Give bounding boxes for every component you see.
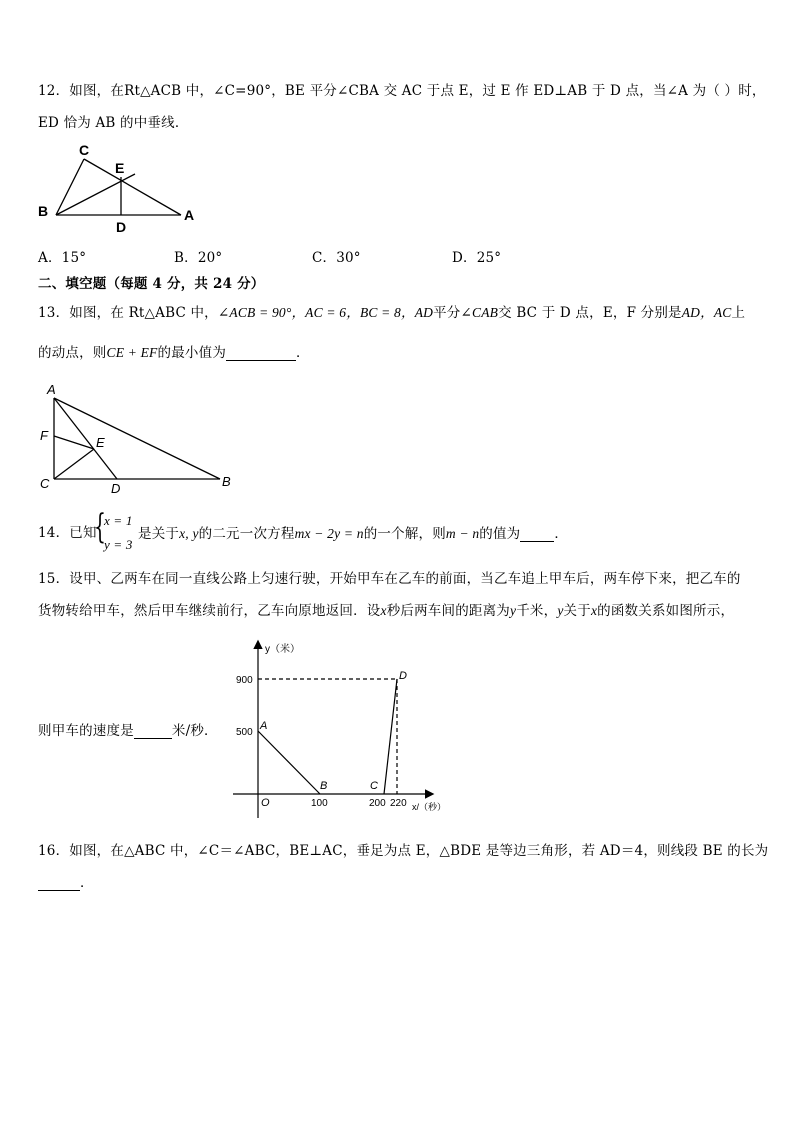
q12-label-a: A [184,207,195,223]
q13-answer-blank[interactable] [226,348,296,361]
q15-part-2c: 千米， [516,603,558,619]
q15-text-line1: 15．设甲、乙两车在同一直线公路上匀速行驶，开始甲车在乙车的前面，当乙车追上甲车后，两车停下来，把乙车的 [38,571,741,587]
q15-var-x: x [380,603,387,618]
q15-point-a: A [260,720,268,732]
q13-math-angle-acb: ∠ACB = 90°， [217,305,306,320]
q14-part-3: 的二元一次方程 [198,526,295,542]
q14-answer-blank[interactable] [520,529,554,542]
q14-math-equation: mx − 2y = n [294,526,364,541]
q13-part-7: ． [296,345,310,361]
q13-math-ad2: AD， [681,305,714,320]
q13-label-d: D [111,481,121,496]
q15-point-d: D [399,670,407,682]
q13-math-ce-ef: CE + EF [106,345,158,360]
q12-label-b: B [38,203,49,219]
q15-part-2e: 的函数关系如图所示， [597,603,735,619]
q12-option-a: A．15° [38,250,87,266]
q14-math-vars: x, y [179,526,199,541]
q13-math-angle-cab: ∠CAB [460,305,499,320]
q14-text-line [138,527,568,542]
q13-part-2: 平分 [433,305,461,321]
q13-label-c: C [40,476,50,491]
q13-figure [36,380,236,498]
q12-segment-ca [84,159,181,215]
q13-math-ad: AD [414,305,434,320]
q15-var-y: y [510,603,517,618]
q12-text-line2: ED 恰为 AB 的中垂线． [38,115,189,131]
q15-segment-cd [384,679,397,794]
q14-eq-x: x = 1 [104,513,133,528]
q12-segment-be [56,174,135,215]
q15-point-b: B [320,780,328,792]
q14-part-2: 是关于 [138,526,180,542]
q15-var-x2: x [590,603,598,618]
q12-segment-bc [56,159,84,215]
q13-label-b: B [222,474,231,489]
q15-segment-ab [258,731,320,794]
q12-option-c: C．30° [312,250,361,266]
q13-part-6: 的最小值为 [157,345,227,361]
q15-answer-blank[interactable] [134,726,172,739]
q13-segment-ce [54,449,94,479]
q15-text-line2 [38,604,734,619]
q12-option-b: B．20° [174,250,223,266]
q12-label-c: C [79,142,90,158]
q15-ytick-500: 500 [236,727,253,738]
q13-part-3: 交 BC 于 D 点，E，F 分别是 [498,305,682,321]
q14-part-1: 14．已知 [38,525,97,541]
q15-origin: O [261,797,270,809]
q12-label-d: D [116,219,127,235]
q15-part-2b: 秒后两车间的距离为 [386,603,511,619]
q12-option-d: D．25° [452,250,502,266]
q13-math-bc: BC = 8， [359,305,415,320]
q13-text-line2 [38,346,310,361]
q13-label-a: A [47,382,56,397]
q16-answer-blank[interactable] [38,878,80,891]
q13-math-ac2: AC [713,305,732,320]
q15-part-3b: 米/秒． [171,723,218,739]
q13-part-5: 的动点，则 [38,345,107,361]
q13-part-4: 上 [731,305,746,321]
q13-text-line1 [38,306,745,321]
q14-eq-y: y = 3 [104,537,133,552]
q15-xtick-220: 220 [390,798,407,809]
q13-math-ac: AC = 6， [305,305,360,320]
q15-ytick-900: 900 [236,675,253,686]
q13-part-1: 13．如图，在 Rt△ABC 中， [38,305,218,321]
q14-part-6: ． [554,526,569,542]
q15-xlabel: x/（秒） [412,802,447,812]
q12-label-e: E [115,160,125,176]
q16-end: ． [80,875,94,891]
q13-label-e: E [96,435,105,450]
q16-text-line1: 16．如图，在△ABC 中，∠C＝∠ABC，BE⊥AC，垂足为点 E，△BDE 是等边三角形，若 AD＝4，则线段 BE 的长为 [38,843,769,859]
section-heading: 二、填空题（每题 4 分，共 24 分） [38,276,265,292]
q12-figure [36,142,206,237]
q15-part-2a: 货物转给甲车，然后甲车继续前行，乙车向原地返回．设 [38,603,381,619]
q12-text-line1: 12．如图，在Rt△ACB 中，∠C=90°，BE 平分∠CBA 交 AC 于点 E，过 E 作 ED⊥AB 于 D 点，当∠A 为（ ）时， [38,83,766,99]
q14-math-expr: m − n [445,526,480,541]
q15-xtick-200: 200 [369,798,386,809]
q15-part-2d: 关于 [563,603,591,619]
q15-part-3a: 则甲车的速度是 [38,723,134,739]
q13-segment-ab [54,398,220,479]
q16-text-line2 [38,877,94,891]
q13-label-f: F [40,428,48,443]
q15-text-line3 [38,725,218,739]
q14-brace-icon: { [94,507,106,547]
q15-ylabel: y（米） [265,644,300,655]
q15-point-c: C [370,780,378,792]
q15-var-y2: y [557,603,564,618]
q14-part-5: 的值为 [479,526,521,542]
q15-graph [225,636,460,826]
q14-part-4: 的一个解，则 [363,526,446,542]
q15-xtick-100: 100 [311,798,328,809]
